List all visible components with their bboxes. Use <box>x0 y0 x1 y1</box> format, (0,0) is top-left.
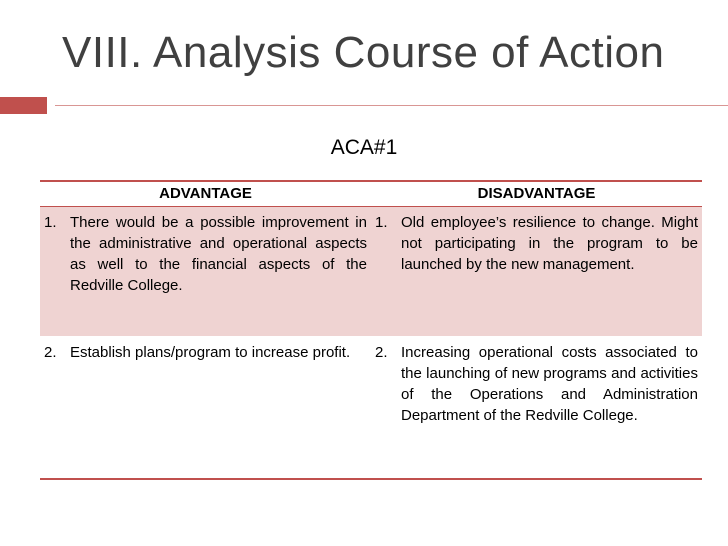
advantage-header: ADVANTAGE <box>40 181 371 207</box>
table-row <box>40 337 702 480</box>
item-number: 1. <box>375 214 388 231</box>
item-number: 1. <box>44 214 57 231</box>
item-number: 2. <box>44 344 57 361</box>
accent-divider-line <box>55 105 728 106</box>
advantage-item <box>44 212 367 296</box>
accent-bar <box>0 97 728 114</box>
accent-square <box>0 97 47 114</box>
disadvantage-cell <box>371 337 702 480</box>
disadvantage-text: Old employee’s resilience to change. Might not participating in the program to be launched by the new management. <box>401 214 698 273</box>
table-row <box>40 207 702 337</box>
advantage-text: Establish plans/program to increase profit. <box>70 344 351 361</box>
table-header-row <box>40 181 702 207</box>
disadvantage-cell <box>371 207 702 337</box>
slide-title: VIII. Analysis Course of Action <box>62 28 665 77</box>
aca-table-container <box>40 180 702 480</box>
advantage-disadvantage-table <box>40 180 702 480</box>
disadvantage-text: Increasing operational costs associated to the launching of new programs and activities of the Operations and Administration Department of the Redville College. <box>401 344 698 424</box>
disadvantage-item <box>375 212 698 275</box>
advantage-cell <box>40 207 371 337</box>
advantage-item <box>44 342 367 363</box>
disadvantage-header: DISADVANTAGE <box>371 181 702 207</box>
item-number: 2. <box>375 344 388 361</box>
advantage-cell <box>40 337 371 480</box>
slide-subtitle: ACA#1 <box>330 136 398 159</box>
advantage-text: There would be a possible improvement in the administrative and operational aspects as well to the financial aspects of the Redville College. <box>70 214 367 294</box>
disadvantage-item <box>375 342 698 426</box>
